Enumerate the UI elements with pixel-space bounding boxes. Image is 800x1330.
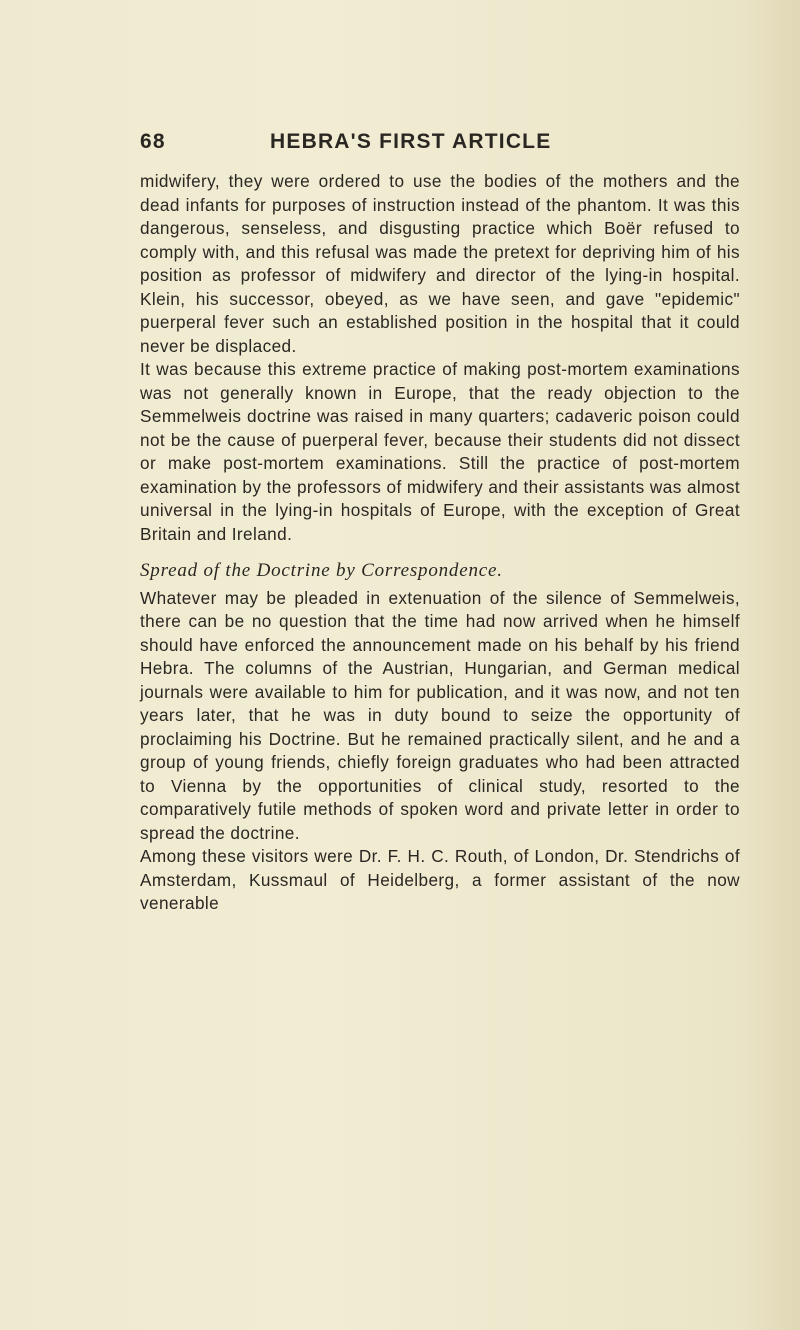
page-number: 68 [140, 130, 166, 153]
paragraph-1: midwifery, they were ordered to use the bodies of the mothers and the dead infants for purposes of instruction instead of the phantom. It was this dangerous, senseless, and disgusting practice which Boër refused to comply with, and this refusal was made the pretext for depriving him of his position as professor of midwifery and director of the lying-in hospital. Klein, his successor, obeyed, as we have seen, and gave "epidemic" puerperal fever such an established position in the hospital that it could never be displaced. [140, 171, 740, 356]
section-heading: Spread of the Doctrine by Correspondence. [140, 560, 503, 581]
body-text [140, 170, 740, 916]
running-title: HEBRA'S FIRST ARTICLE [270, 130, 552, 153]
paragraph-2: It was because this extreme practice of making post-mortem examinations was not generally known in Europe, that the ready objection to the Semmelweis doctrine was raised in many quarters; cadaveric poison could not be the cause of puerperal fever, because their students did not dissect or make post-mortem examinations. Still the practice of post-mortem examination by the professors of midwifery and their assistants was almost universal in the lying-in hospitals of Europe, with the exception of Great Britain and Ireland. [140, 359, 740, 544]
paragraph-3: Whatever may be pleaded in extenuation of the silence of Semmelweis, there can be no question that the time had now arrived when he himself should have enforced the announcement made on his behalf by his friend Hebra. The columns of the Austrian, Hungarian, and German medical journals were available to him for publication, and it was now, and not ten years later, that he was in duty bound to seize the opportunity of proclaiming his Doctrine. But he remained practically silent, and he and a group of young friends, chiefly foreign graduates who had been attracted to Vienna by the opportunities of clinical study, resorted to the comparatively futile methods of spoken word and private letter in order to spread the doctrine. [140, 587, 740, 843]
running-head [140, 130, 700, 162]
paragraph-4: Among these visitors were Dr. F. H. C. Routh, of London, Dr. Stendrichs of Amsterdam, Kussmaul of Heidelberg, a former assistant of the now venerable [140, 846, 740, 913]
